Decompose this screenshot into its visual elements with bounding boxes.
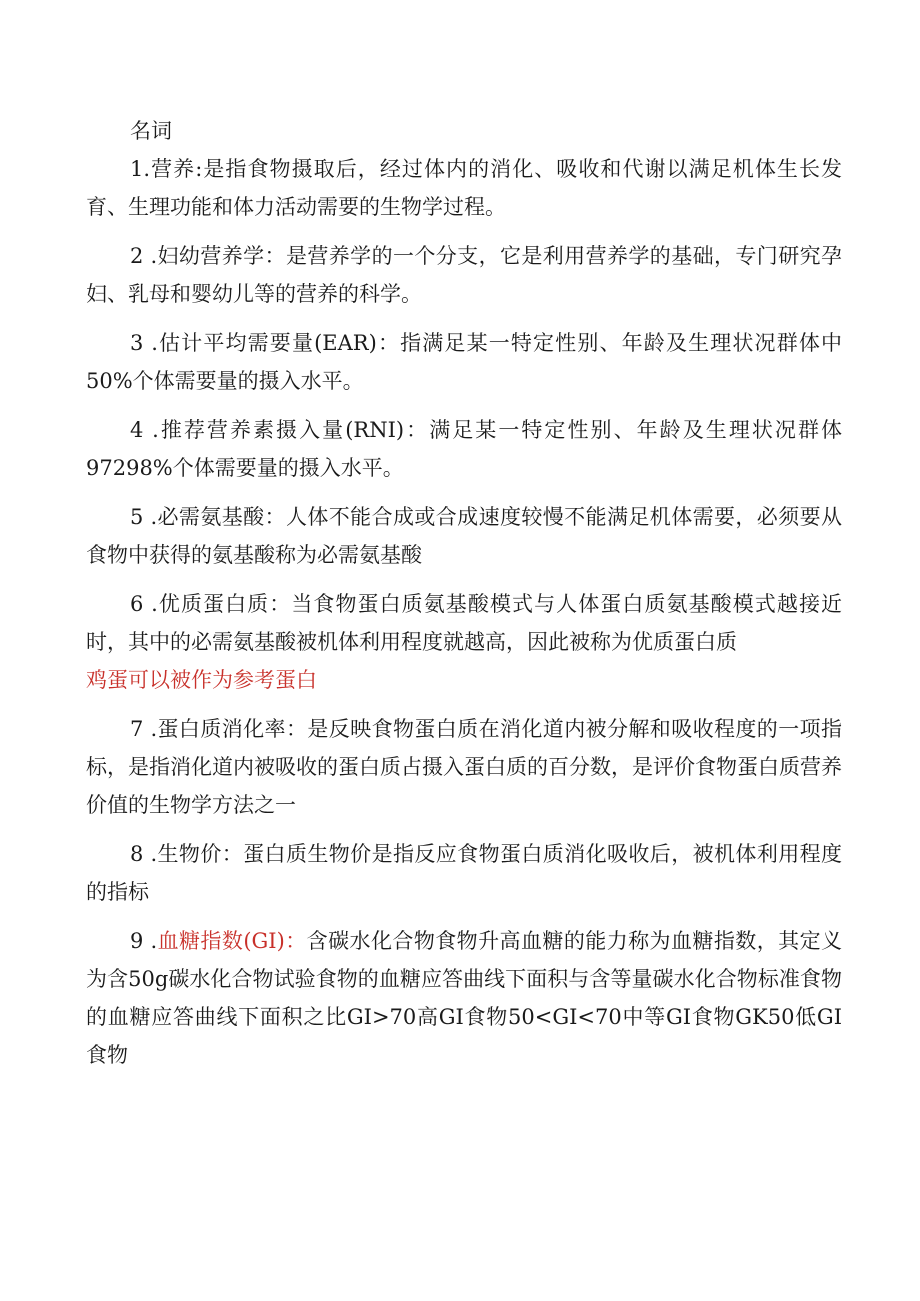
entry-term: 妇幼营养学 — [157, 244, 265, 268]
entry-term: 营养 — [150, 157, 196, 181]
entry-number: 4 . — [130, 418, 159, 442]
glossary-entry-6 — [86, 585, 842, 699]
entry-term: 必需氨基酸 — [157, 505, 265, 529]
entry-number: 3 . — [130, 331, 158, 355]
entry-separator: ： — [285, 717, 308, 741]
entry-separator: ： — [284, 929, 307, 953]
entry-separator: ： — [404, 418, 430, 442]
entry-number: 1. — [130, 157, 151, 181]
entry-definition: 是反映食物蛋白质在消化道内被分解和吸收程度的一项指标，是指消化道内被吸收的蛋白质占摄入蛋白质的百分数，是评价食物蛋白质营养价值的生物学方法之一 — [86, 717, 843, 817]
entry-separator: ： — [376, 331, 401, 355]
entry-separator: ： — [264, 505, 286, 529]
entry-separator: ： — [221, 842, 244, 866]
document-page — [86, 112, 842, 1085]
entry-term-highlighted: 血糖指数(GI) — [157, 929, 285, 953]
entry-definition: 人体不能合成或合成速度较慢不能满足机体需要，必须要从食物中获得的氨基酸称为必需氨基酸 — [86, 505, 843, 567]
entry-separator: ： — [264, 244, 286, 268]
glossary-entry-7 — [86, 710, 842, 824]
section-heading: 名词 — [130, 119, 172, 143]
entry-definition: 是营养学的一个分支，它是利用营养学的基础，专门研究孕妇、乳母和婴幼儿等的营养的科学。 — [86, 244, 843, 306]
glossary-entry-8 — [86, 835, 842, 911]
entry-definition: 是指食物摄取后，经过体内的消化、吸收和代谢以满足机体生长发育、生理功能和体力活动需要的生物学过程。 — [86, 157, 843, 219]
entry-definition: 当食物蛋白质氨基酸模式与人体蛋白质氨基酸模式越接近时，其中的必需氨基酸被机体利用程度就越高，因此被称为优质蛋白质 — [86, 592, 843, 654]
entry-number: 7 . — [130, 717, 158, 741]
entry-separator: ： — [269, 592, 292, 616]
entry-definition: 指满足某一特定性别、年龄及生理状况群体中50%个体需要量的摄入水平。 — [86, 331, 843, 393]
entry-number: 6 . — [130, 592, 158, 616]
glossary-entry-1 — [86, 150, 842, 226]
entry-number: 8 . — [130, 842, 158, 866]
entry-number: 5 . — [130, 505, 158, 529]
glossary-entry-9 — [86, 922, 842, 1074]
glossary-entry-2 — [86, 237, 842, 313]
entry-number: 2 . — [130, 244, 158, 268]
entry-definition: 满足某一特定性别、年龄及生理状况群体97298%个体需要量的摄入水平。 — [86, 418, 843, 480]
glossary-entry-4 — [86, 411, 842, 487]
entry-term: 蛋白质消化率 — [157, 717, 286, 741]
entry-term: 优质蛋白质 — [157, 592, 270, 616]
entry-term: 推荐营养素摄入量(RNI) — [158, 418, 405, 442]
glossary-entry-3 — [86, 324, 842, 400]
entry-term: 估计平均需要量(EAR) — [157, 331, 377, 355]
entry-number: 9 . — [130, 929, 158, 953]
entry-term: 生物价 — [157, 842, 222, 866]
highlighted-note: 鸡蛋可以被作为参考蛋白 — [86, 668, 317, 692]
entry-separator: : — [195, 157, 203, 181]
entry-definition: 含碳水化合物食物升高血糖的能力称为血糖指数，其定义为含50g碳水化合物试验食物的血糖应答曲线下面积与含等量碳水化合物标准食物的血糖应答曲线下面积之比GI>70高GI食物50<GI<70中等GI食物GK50低GI食物 — [86, 929, 843, 1067]
glossary-entry-5 — [86, 498, 842, 574]
entry-definition: 蛋白质生物价是指反应食物蛋白质消化吸收后，被机体利用程度的指标 — [86, 842, 843, 904]
